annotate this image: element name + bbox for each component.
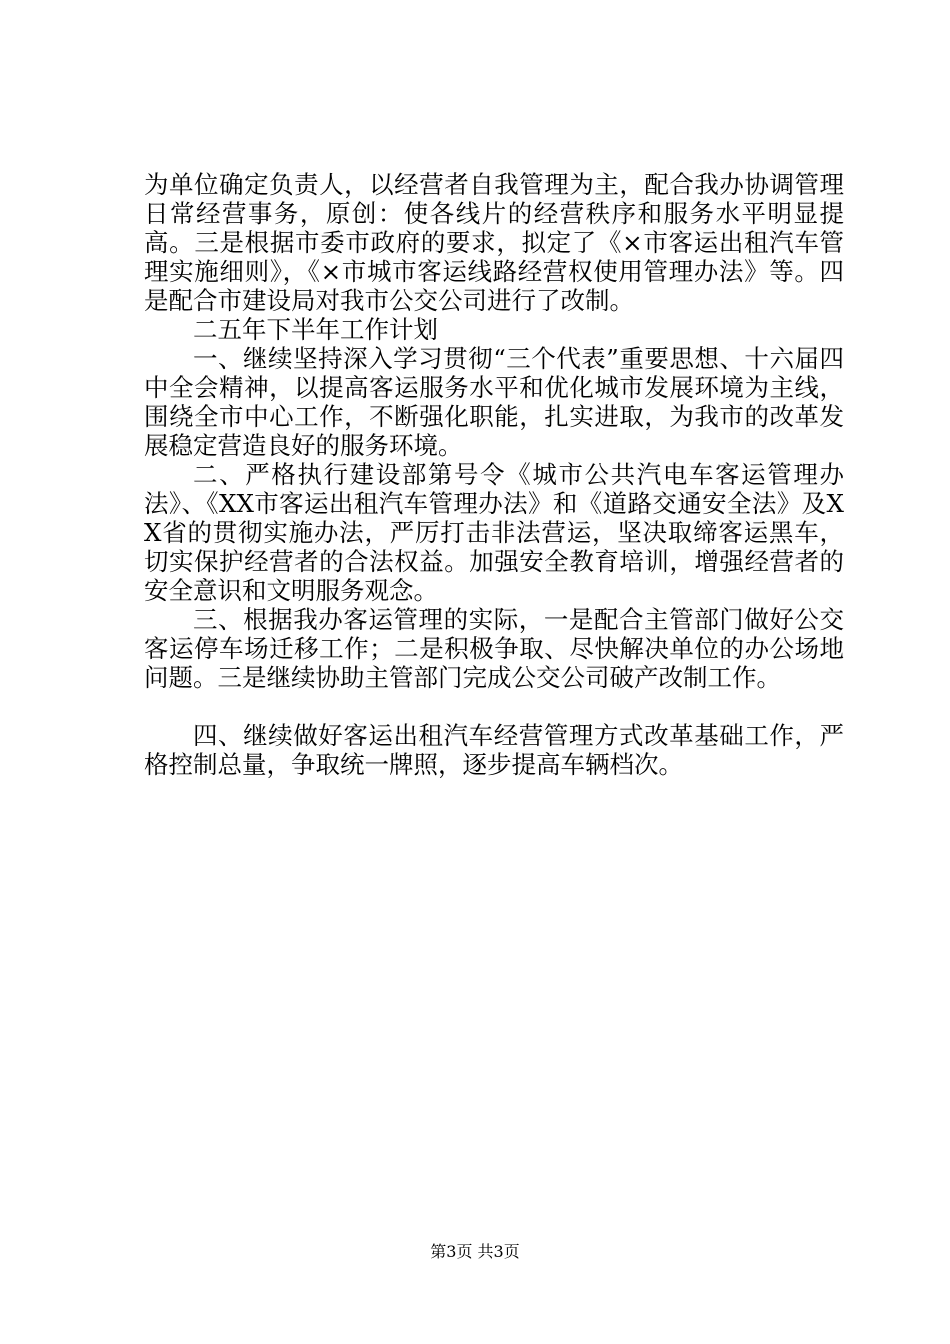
paragraph-continuation: 为单位确定负责人，以经营者自我管理为主，配合我办协调管理日常经营事务，原创：使各线片的经营秩序和服务水平明显提高。三是根据市委市政府的要求，拟定了《×市客运出租汽车管理实施细则》，《×市城市客运线路经营权使用管理办法》等。四是配合市建设局对我市公交公司进行了改制。	[144, 170, 844, 315]
paragraph-plan-item-3: 三、根据我办客运管理的实际，一是配合主管部门做好公交客运停车场迁移工作；二是积极争取、尽快解决单位的办公场地问题。三是继续协助主管部门完成公交公司破产改制工作。	[144, 605, 844, 692]
document-body	[144, 170, 844, 779]
paragraph-plan-item-2: 二、严格执行建设部第号令《城市公共汽电车客运管理办法》、《XX市客运出租汽车管理办法》和《道路交通安全法》及XX省的贯彻实施办法，严厉打击非法营运，坚决取缔客运黑车，切实保护经营者的合法权益。加强安全教育培训，增强经营者的安全意识和文明服务观念。	[144, 460, 844, 605]
section-heading-plan: 二五年下半年工作计划	[193, 315, 438, 344]
page-footer: 第3页 共3页	[430, 1242, 520, 1261]
paragraph-plan-item-4: 四、继续做好客运出租汽车经营管理方式改革基础工作，严格控制总量，争取统一牌照，逐步提高车辆档次。	[144, 721, 844, 779]
paragraph-plan-item-1: 一、继续坚持深入学习贯彻“三个代表”重要思想、十六届四中全会精神，以提高客运服务水平和优化城市发展环境为主线，围绕全市中心工作，不断强化职能，扎实进取，为我市的改革发展稳定营造良好的服务环境。	[144, 344, 844, 460]
